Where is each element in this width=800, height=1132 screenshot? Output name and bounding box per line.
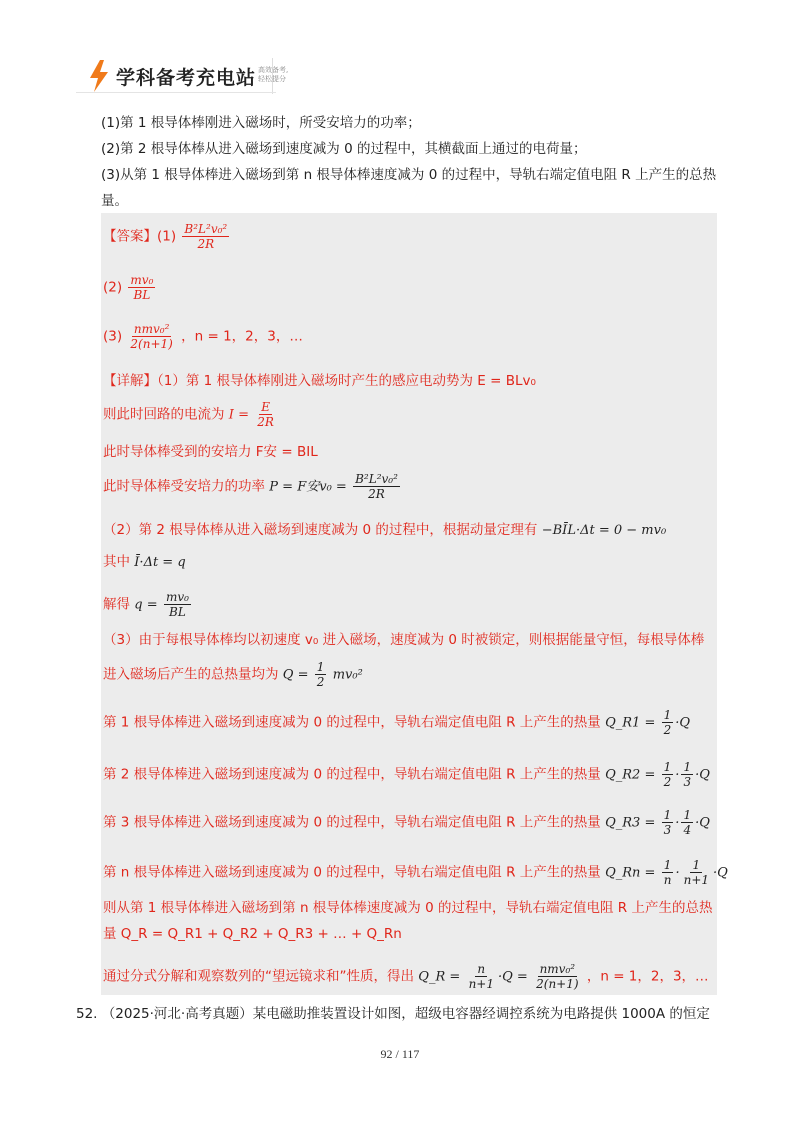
denominator: 2 [663, 775, 672, 789]
equation: −BĪL·Δt = 0 − mv₀ [541, 523, 667, 538]
equation: Q_R3 = [605, 815, 656, 831]
detail-line-3: 此时导体棒受到的安培力 F安 = BIL [103, 444, 318, 460]
heat-line-3 [103, 808, 710, 837]
detail-text: （1）第 1 根导体棒刚进入磁场时产生的感应电动势为 E = BLv₀ [157, 373, 536, 389]
denominator: 2 [663, 723, 672, 737]
numerator: n [477, 962, 486, 976]
equation: I = [228, 407, 249, 423]
fraction [164, 590, 191, 619]
fraction [681, 808, 693, 837]
question-line: (1)第 1 根导体棒刚进入磁场时，所受安培力的功率； [101, 115, 421, 131]
heat-line-n [103, 858, 728, 887]
detail-text: 通过分式分解和观察数列的“望远镜求和”性质，得出 [103, 968, 414, 985]
equation: Q_Rn = [605, 865, 656, 881]
final-line [103, 962, 709, 991]
detail-line-7 [103, 590, 193, 619]
denominator: 3 [663, 823, 672, 837]
fraction [662, 858, 674, 887]
fraction [467, 962, 496, 991]
answer-part2 [103, 273, 157, 302]
denominator: 3 [683, 775, 692, 789]
fraction [255, 400, 276, 429]
sum-line-1: 则从第 1 根导体棒进入磁场到第 n 根导体棒速度减为 0 的过程中，导轨右端定值电阻 R 上产生的总热 [103, 900, 713, 916]
detail-text: 则此时回路的电流为 [103, 406, 225, 423]
fraction [128, 322, 174, 351]
equation: Q_R2 = [605, 767, 656, 783]
fraction [662, 708, 674, 737]
numerator: mv₀ [165, 590, 189, 604]
fraction [534, 962, 580, 991]
denominator: 2(n+1) [130, 337, 173, 351]
detail-text: （2）第 2 根导体棒从进入磁场到速度减为 0 的过程中，根据动量定理有 [103, 522, 538, 538]
denominator: 2R [197, 237, 215, 251]
equation: · [675, 865, 680, 881]
numerator: E [261, 400, 270, 414]
answer-suffix: ，n = 1，2，3，… [586, 968, 709, 985]
detail-text: 其中 [103, 554, 130, 570]
equation: ·Q = [498, 969, 528, 985]
fraction [315, 660, 327, 689]
detail-text: 进入磁场后产生的总热量均为 [103, 666, 279, 683]
denominator: n [663, 873, 672, 887]
detail-line-9 [103, 660, 363, 689]
denominator: 2 [316, 675, 325, 689]
equation: Q = [282, 667, 309, 683]
slogan-line: 高效备考, [258, 66, 289, 74]
numerator: 1 [683, 760, 692, 774]
heat-line-2 [103, 760, 710, 789]
numerator: 1 [683, 808, 692, 822]
equation: ·Q [695, 815, 710, 831]
equation: P = F安v₀ = [269, 479, 347, 495]
detail-text: 解得 [103, 596, 130, 613]
slogan-line: 轻松提分 [258, 75, 286, 83]
page-number: 92 / 117 [380, 1047, 420, 1061]
numerator: 1 [692, 858, 701, 872]
detail-text: 第 n 根导体棒进入磁场到速度减为 0 的过程中，导轨右端定值电阻 R 上产生的热量 [103, 864, 601, 881]
equation: q = [134, 597, 158, 613]
question-line: 量。 [101, 193, 128, 209]
equation: ·Q [695, 767, 710, 783]
logo-text: 学科备考充电站 [116, 67, 257, 89]
fraction [662, 760, 674, 789]
heat-line-1 [103, 708, 690, 737]
part-label: (1) [157, 228, 177, 245]
equation: Q_R1 = [605, 715, 656, 731]
denominator: 2R [257, 415, 274, 429]
detail-line-1 [103, 371, 536, 391]
denominator: 4 [683, 823, 692, 837]
detail-line-5 [103, 520, 666, 541]
denominator: 2R [368, 487, 385, 501]
denominator: n+1 [468, 977, 494, 991]
equation: ·Q [713, 865, 728, 881]
numerator: 1 [663, 808, 672, 822]
answer-part1 [103, 222, 231, 251]
answer-tag: 【答案】 [103, 228, 157, 245]
detail-line-2 [103, 400, 278, 429]
numerator: 1 [663, 858, 672, 872]
denominator: 2(n+1) [536, 977, 579, 991]
denominator: BL [133, 288, 151, 302]
answer-part3 [103, 322, 303, 351]
numerator: 1 [663, 708, 672, 722]
detail-line-4 [103, 472, 402, 501]
header-rule [76, 92, 276, 93]
fraction [182, 222, 229, 251]
equation: Q_R = [418, 969, 461, 985]
detail-text: 第 3 根导体棒进入磁场到速度减为 0 的过程中，导轨右端定值电阻 R 上产生的热量 [103, 814, 601, 831]
fraction [681, 760, 693, 789]
numerator: nmv₀² [539, 962, 576, 976]
question-line: (2)第 2 根导体棒从进入磁场到速度减为 0 的过程中，其横截面上通过的电荷量； [101, 141, 587, 157]
fraction [682, 858, 711, 887]
numerator: B²L²v₀² [355, 472, 398, 486]
detail-line-8: （3）由于每根导体棒均以初速度 v₀ 进入磁场，速度减为 0 时被锁定，则根据能量守恒，每根导体棒 [103, 632, 705, 648]
numerator: nmv₀² [133, 322, 170, 336]
fraction [662, 808, 674, 837]
logo-slogan [258, 66, 298, 84]
denominator: BL [169, 605, 186, 619]
denominator: n+1 [683, 873, 710, 887]
detail-text: 第 2 根导体棒进入磁场到速度减为 0 的过程中，导轨右端定值电阻 R 上产生的热量 [103, 766, 601, 783]
equation: mv₀² [332, 667, 363, 683]
equation: Ī·Δt = q [134, 555, 186, 570]
sum-line-2: 量 Q_R = Q_R1 + Q_R2 + Q_R3 + … + Q_Rn [103, 926, 402, 942]
next-question: 52. （2025·河北·高考真题）某电磁助推装置设计如图，超级电容器经调控系统为电路提供 1000A 的恒定 [76, 1006, 710, 1022]
answer-suffix: ，n = 1，2，3，… [181, 328, 303, 345]
numerator: 1 [663, 760, 672, 774]
detail-text: 第 1 根导体棒进入磁场到速度减为 0 的过程中，导轨右端定值电阻 R 上产生的热量 [103, 714, 601, 731]
equation: · [675, 815, 680, 831]
lightning-logo-icon [88, 60, 110, 92]
fraction [128, 273, 155, 302]
part-label: (2) [103, 279, 123, 296]
question-line: (3)从第 1 根导体棒进入磁场到第 n 根导体棒速度减为 0 的过程中，导轨右端定值电阻 R 上产生的总热 [101, 167, 717, 183]
part-label: (3) [103, 328, 123, 345]
detail-tag: 【详解】 [103, 373, 157, 389]
equation: · [675, 767, 680, 783]
numerator: 1 [316, 660, 325, 674]
equation: ·Q [675, 715, 691, 731]
detail-text: 此时导体棒受安培力的功率 [103, 478, 265, 495]
detail-line-6 [103, 552, 186, 573]
numerator: mv₀ [130, 273, 154, 287]
fraction [353, 472, 400, 501]
numerator: B²L²v₀² [184, 222, 228, 236]
